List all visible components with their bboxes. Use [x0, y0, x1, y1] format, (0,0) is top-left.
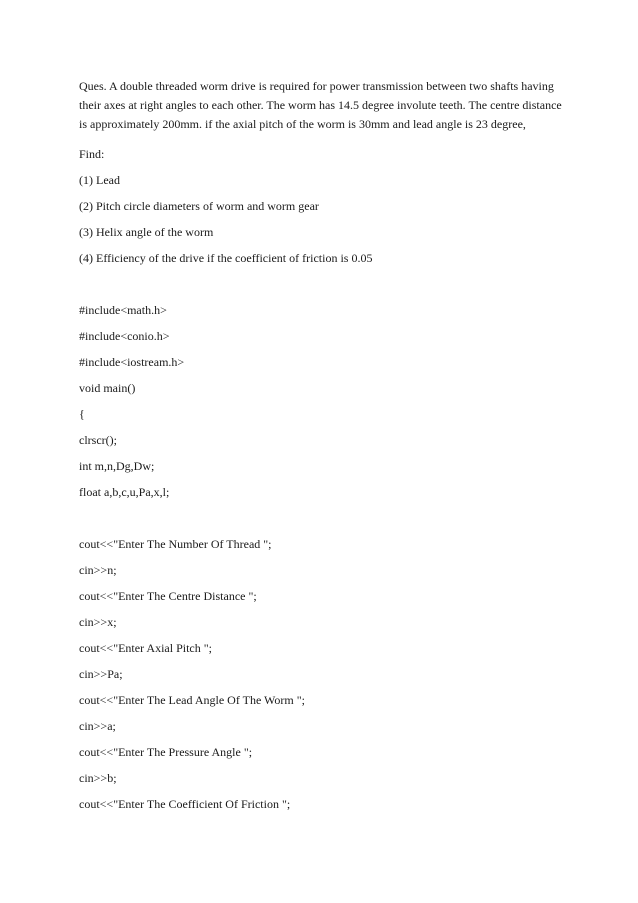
code-line: cout<<"Enter The Coefficient Of Friction ";: [79, 797, 291, 811]
document-page: [79, 77, 569, 812]
code-line: clrscr();: [79, 433, 117, 447]
code-line: #include<math.h>: [79, 303, 167, 317]
find-item-2: (2) Pitch circle diameters of worm and worm gear: [79, 199, 319, 213]
code-line: cout<<"Enter The Pressure Angle ";: [79, 745, 253, 759]
code-line: int m,n,Dg,Dw;: [79, 459, 155, 473]
code-line: #include<conio.h>: [79, 329, 170, 343]
code-line: cout<<"Enter Axial Pitch ";: [79, 641, 212, 655]
code-line: cout<<"Enter The Lead Angle Of The Worm ";: [79, 693, 305, 707]
code-line: cin>>a;: [79, 719, 116, 733]
question-line: Ques. A double threaded worm drive is required for power transmission between two shafts having: [79, 79, 554, 93]
find-item-3: (3) Helix angle of the worm: [79, 225, 214, 239]
code-line: void main(): [79, 381, 136, 395]
question-line: is approximately 200mm. if the axial pitch of the worm is 30mm and lead angle is 23 degree,: [79, 117, 526, 131]
code-line: cout<<"Enter The Centre Distance ";: [79, 589, 257, 603]
find-item-4: (4) Efficiency of the drive if the coefficient of friction is 0.05: [79, 251, 373, 265]
code-line: float a,b,c,u,Pa,x,l;: [79, 485, 170, 499]
code-line: cin>>b;: [79, 771, 117, 785]
code-line: {: [79, 407, 85, 421]
code-line: cin>>Pa;: [79, 667, 123, 681]
code-line: cin>>n;: [79, 563, 117, 577]
question-paragraph: [79, 77, 569, 134]
code-line: cin>>x;: [79, 615, 117, 629]
find-item-1: (1) Lead: [79, 173, 120, 187]
find-heading: Find:: [79, 147, 105, 161]
code-line: #include<iostream.h>: [79, 355, 185, 369]
question-line: their axes at right angles to each other. The worm has 14.5 degree involute teeth. The centre distance: [79, 98, 562, 112]
code-line: cout<<"Enter The Number Of Thread ";: [79, 537, 272, 551]
